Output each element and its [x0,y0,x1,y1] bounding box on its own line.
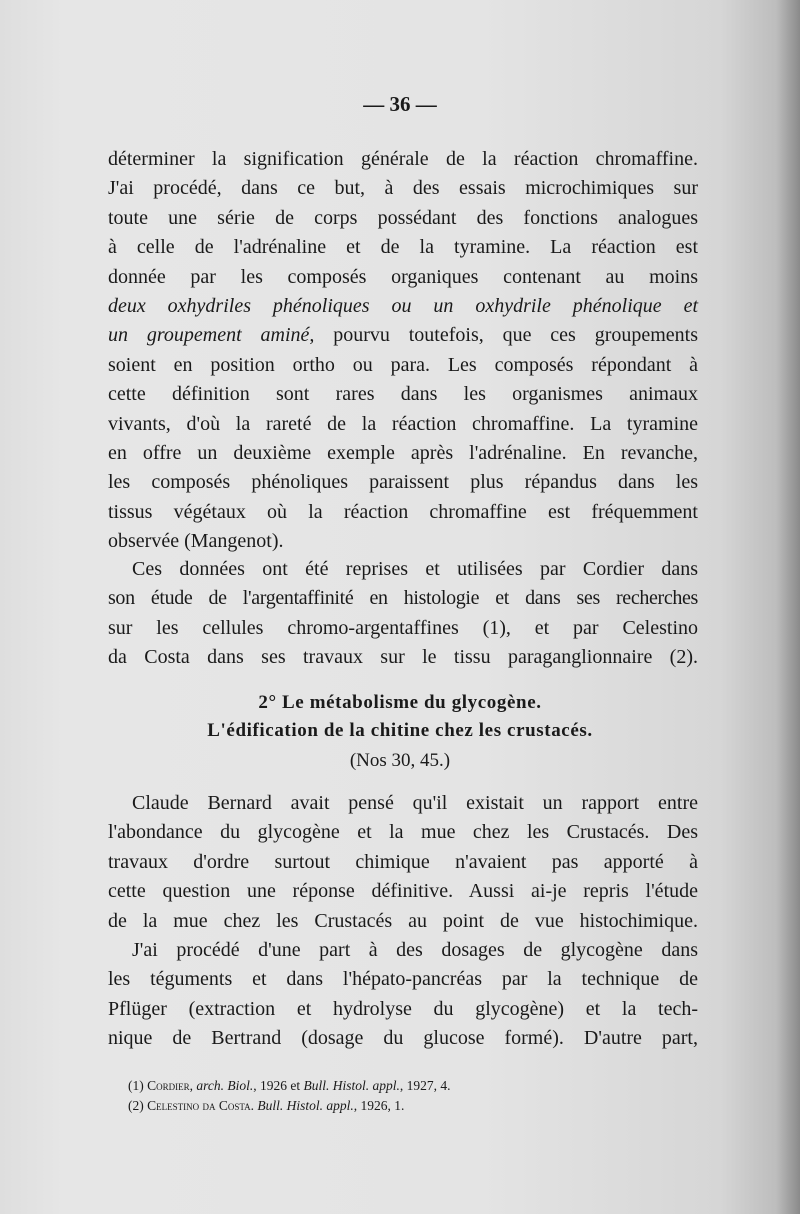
text-line: son étude de l'argentaffinité en histologie et dans ses recherches [108,587,698,610]
footnote-2 [128,1096,451,1116]
text-line: nique de Bertrand (dosage du glucose formé). D'autre part, [108,1027,698,1050]
footnote-author: Celestino da Costa. [147,1098,255,1113]
emphasis-text: un groupement aminé, [108,324,315,347]
text-line: de la mue chez les Crustacés au point de vue histochimique. [108,909,698,932]
text-line: Pflüger (extraction et hydrolyse du glycogène) et la tech- [108,997,698,1020]
footnote-number: (2) [128,1098,144,1113]
footnote-author: Cordier, [147,1078,194,1093]
text-line: Ces données ont été reprises et utilisées par Cordier dans [132,558,698,580]
text-line: donnée par les composés organiques contenant au moins [108,265,698,288]
footnote-1 [128,1076,451,1096]
paragraph-3 [108,789,698,936]
footnote-journal: Bull. Histol. appl. [257,1098,354,1113]
text-line: toute une série de corps possédant des fonctions analogues [108,206,698,229]
text-line: les téguments et dans l'hépato-pancréas par la technique de [108,968,698,991]
text-line: en offre un deuxième exemple après l'adrénaline. En revanche, [108,442,698,465]
line-rest: pourvu toutefois, que ces groupements [314,324,699,347]
text-line: observée (Mangenot). [108,530,284,553]
text-line: à celle de l'adrénaline et de la tyramine. La réaction est [108,236,698,259]
text-line: les composés phénoliques paraissent plus répandus dans les [108,471,698,494]
footnote-journal: Bull. Histol. appl. [303,1078,400,1093]
text-line: Claude Bernard avait pensé qu'il existait un rapport entre [132,792,698,814]
text-line: soient en position ortho ou para. Les composés répondant à [108,353,698,376]
paragraph-1 [108,145,698,557]
footnotes [128,1076,451,1116]
text-line: J'ai procédé d'une part à des dosages de glycogène dans [132,939,698,961]
text-line: cette définition sont rares dans les organismes animaux [108,383,698,406]
section-subheading: L'édification de la chitine chez les crustacés. [207,720,593,741]
text-line: vivants, d'où la rareté de la réaction chromaffine. La tyramine [108,412,698,435]
footnote-journal: arch. Biol. [196,1078,254,1093]
text-line: cette question une réponse définitive. Aussi ai-je repris l'étude [108,880,698,903]
paragraph-2 [108,555,698,673]
footnote-text: , 1926, 1. [353,1098,405,1113]
text-line: da Costa dans ses travaux sur le tissu paraganglionnaire (2). [108,646,698,669]
footnote-number: (1) [128,1078,144,1093]
text-line: J'ai procédé, dans ce but, à des essais microchimiques sur [108,177,698,200]
section-heading: 2° Le métabolisme du glycogène. [258,692,542,713]
italic-line [108,292,698,321]
paragraph-4 [108,936,698,1054]
text-line [108,321,698,350]
page-number: — 36 — [363,92,437,116]
text-line: travaux d'ordre surtout chimique n'avaient pas apporté à [108,850,698,873]
footnote-text: , 1927, 4. [399,1078,451,1093]
text-line: déterminer la signification générale de la réaction chromaffine. [108,148,698,170]
footnote-text: , 1926 et [253,1078,304,1093]
text-line: l'abondance du glycogène et la mue chez les Crustacés. Des [108,821,698,844]
text-line: tissus végétaux où la réaction chromaffine est fréquemment [108,500,698,523]
section-references: (Nos 30, 45.) [349,750,451,771]
text-line: sur les cellules chromo-argentaffines (1), et par Celestino [108,616,698,639]
emphasis-text: deux oxhydriles phénoliques ou un oxhydrile phénolique et [108,295,698,318]
